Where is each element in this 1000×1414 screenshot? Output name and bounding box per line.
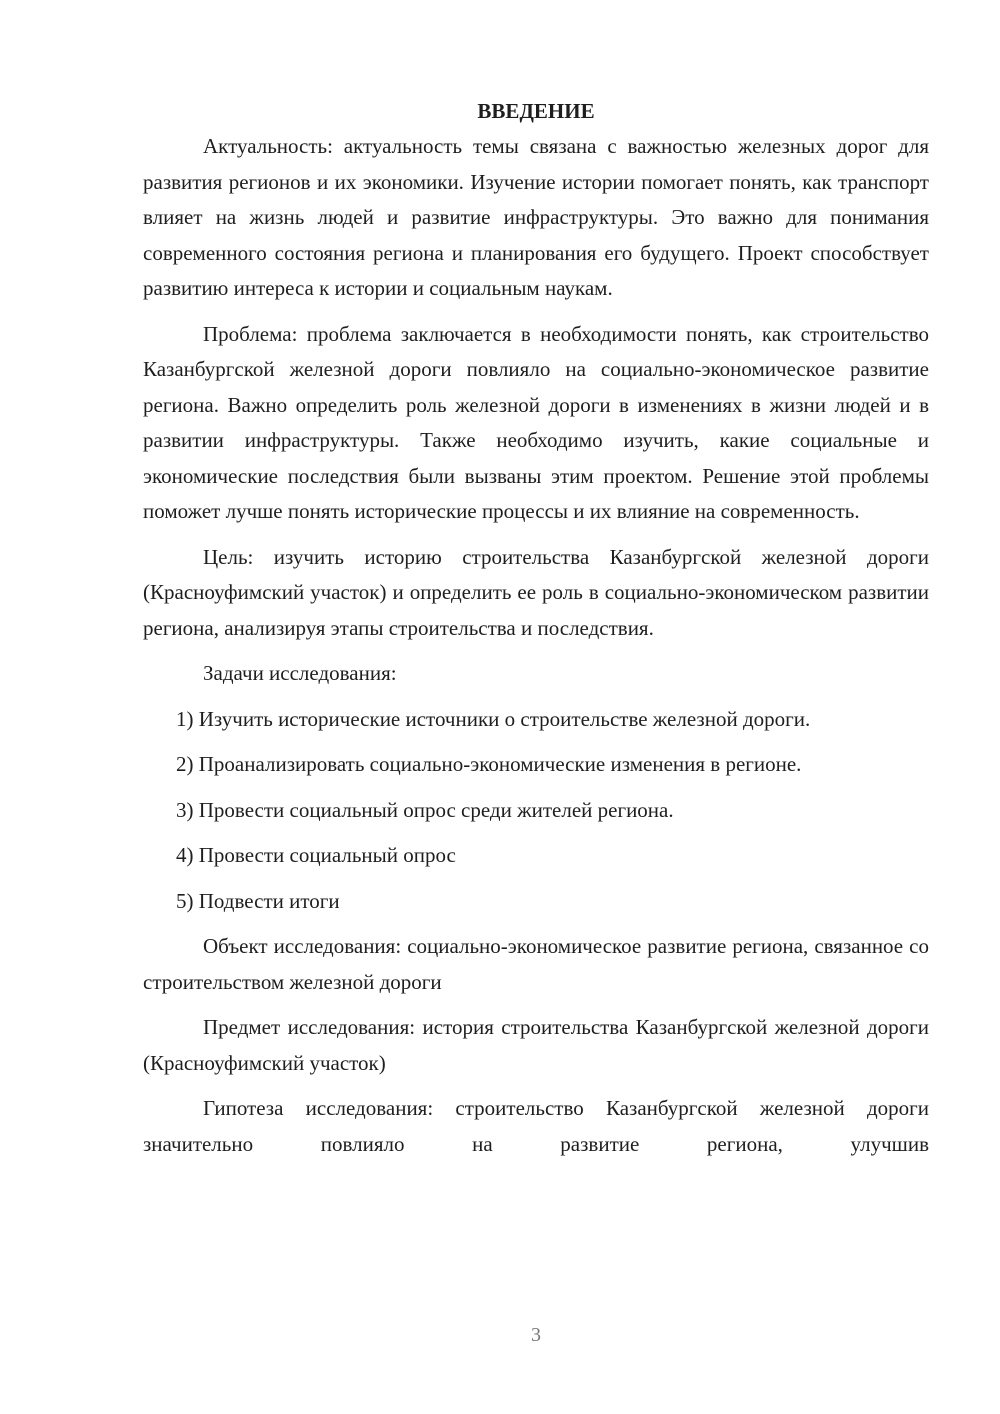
paragraph-hypothesis: Гипотеза исследования: строительство Казанбургской железной дороги значительно повлияло на развитие региона, улучшив [143,1096,929,1156]
paragraph-goal: Цель: изучить историю строительства Казанбургской железной дороги (Красноуфимский участок) и определить ее роль в социально-экономическом развитии региона, анализируя этапы строительства и последствия. [143,544,929,640]
paragraph-object: Объект исследования: социально-экономическое развитие региона, связанное со строительством железной дороги [143,934,929,994]
paragraph-problem: Проблема: проблема заключается в необходимости понять, как строительство Казанбургской железной дороги повлияло на социально-экономическое развитие региона. Важно определить роль железной дороги в изменениях в жизни людей и в развитии инфраструктуры. Также необходимо изучить, какие социальные и экономические последствия были вызваны этим проектом. Решение этой проблемы поможет лучше понять исторические процессы и их влияние на современность. [143,321,929,523]
tasks-heading: Задачи исследования: [203,661,397,685]
list-item-task-4: 4) Провести социальный опрос [176,843,456,867]
list-item-task-1: 1) Изучить исторические источники о строительстве железной дороги. [176,706,811,731]
page-title: ВВЕДЕНИЕ [477,99,595,123]
paragraph-subject: Предмет исследования: история строительства Казанбургской железной дороги (Красноуфимский участок) [143,1015,929,1075]
paragraph-relevance: Актуальность: актуальность темы связана с важностью железных дорог для развития регионов и их экономики. Изучение истории помогает понять, как транспорт влияет на жизнь людей и развитие инфраструктуры. Это важно для понимания современного состояния региона и планирования его будущего. Проект способствует развитию интереса к истории и социальным наукам. [143,134,929,300]
list-item-task-3: 3) Провести социальный опрос среди жителей региона. [176,797,674,822]
page-number: 3 [531,1324,541,1346]
list-item-task-5: 5) Подвести итоги [176,888,340,913]
list-item-task-2: 2) Проанализировать социально-экономические изменения в регионе. [176,752,802,776]
page-content [143,94,929,1172]
